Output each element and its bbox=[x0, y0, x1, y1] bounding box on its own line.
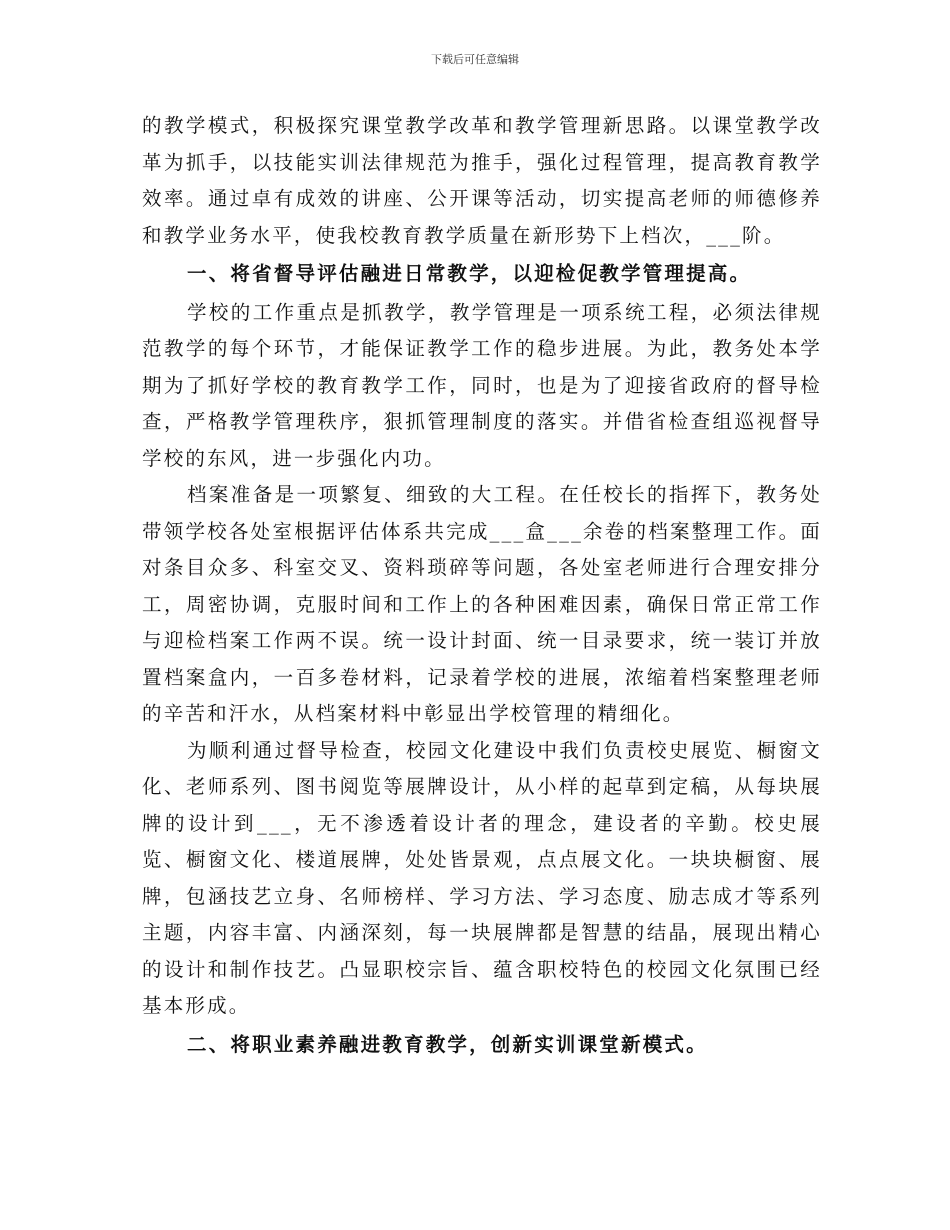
paragraph-teaching-focus: 学校的工作重点是抓教学，教学管理是一项系统工程，必须法律规范教学的每个环节，才能保证教学工作的稳步进展。为此，教务处本学期为了抓好学校的教育教学工作，同时，也是为了迎接省政府的督导检查，严格教学管理秩序，狠抓管理制度的落实。并借省检查组巡视督导学校的东风，进一步强化内功。 bbox=[142, 300, 822, 470]
paragraph-campus-culture: 为顺利通过督导检查，校园文化建设中我们负责校史展览、橱窗文化、老师系列、图书阅览等展牌设计，从小样的起草到定稿，从每块展牌的设计到___，无不渗透着设计者的理念，建设者的辛勤。校史展览、橱窗文化、楼道展牌，处处皆景观，点点展文化。一块块橱窗、展牌，包涵技艺立身、名师榜样、学习方法、学习态度、励志成才等系列主题，内容丰富、内涵深刻，每一块展牌都是智慧的结晶，展现出精心的设计和制作技艺。凸显职校宗旨、蕴含职校特色的校园文化氛围已经基本形成。 bbox=[142, 738, 822, 1017]
section-heading-2: 二、将职业素养融进教育教学，创新实训课堂新模式。 bbox=[187, 1032, 708, 1056]
paragraph-archive-preparation: 档案准备是一项繁复、细致的大工程。在任校长的指挥下，教务处带领学校各处室根据评估体系共完成___盒___余卷的档案整理工作。面对条目众多、科室交叉、资料琐碎等问题，各处室老师进行合理安排分工，周密协调，克服时间和工作上的各种困难因素，确保日常正常工作与迎检档案工作两不误。统一设计封面、统一目录要求，统一装订并放置档案盒内，一百多卷材料，记录着学校的进展，浓缩着档案整理老师的辛苦和汗水，从档案材料中彰显出学校管理的精细化。 bbox=[142, 483, 822, 725]
section-heading-1: 一、将省督导评估融进日常教学，以迎检促教学管理提高。 bbox=[187, 262, 752, 285]
paragraph-intro: 的教学模式，积极探究课堂教学改革和教学管理新思路。以课堂教学改革为抓手，以技能实训法律规范为推手，强化过程管理，提高教育教学效率。通过卓有成效的讲座、公开课等活动，切实提高老师的师德修养和教学业务水平，使我校教育教学质量在新形势下上档次，___阶。 bbox=[142, 114, 822, 247]
page-header: 下载后可任意编辑 bbox=[431, 53, 519, 66]
document-body bbox=[142, 108, 822, 1065]
